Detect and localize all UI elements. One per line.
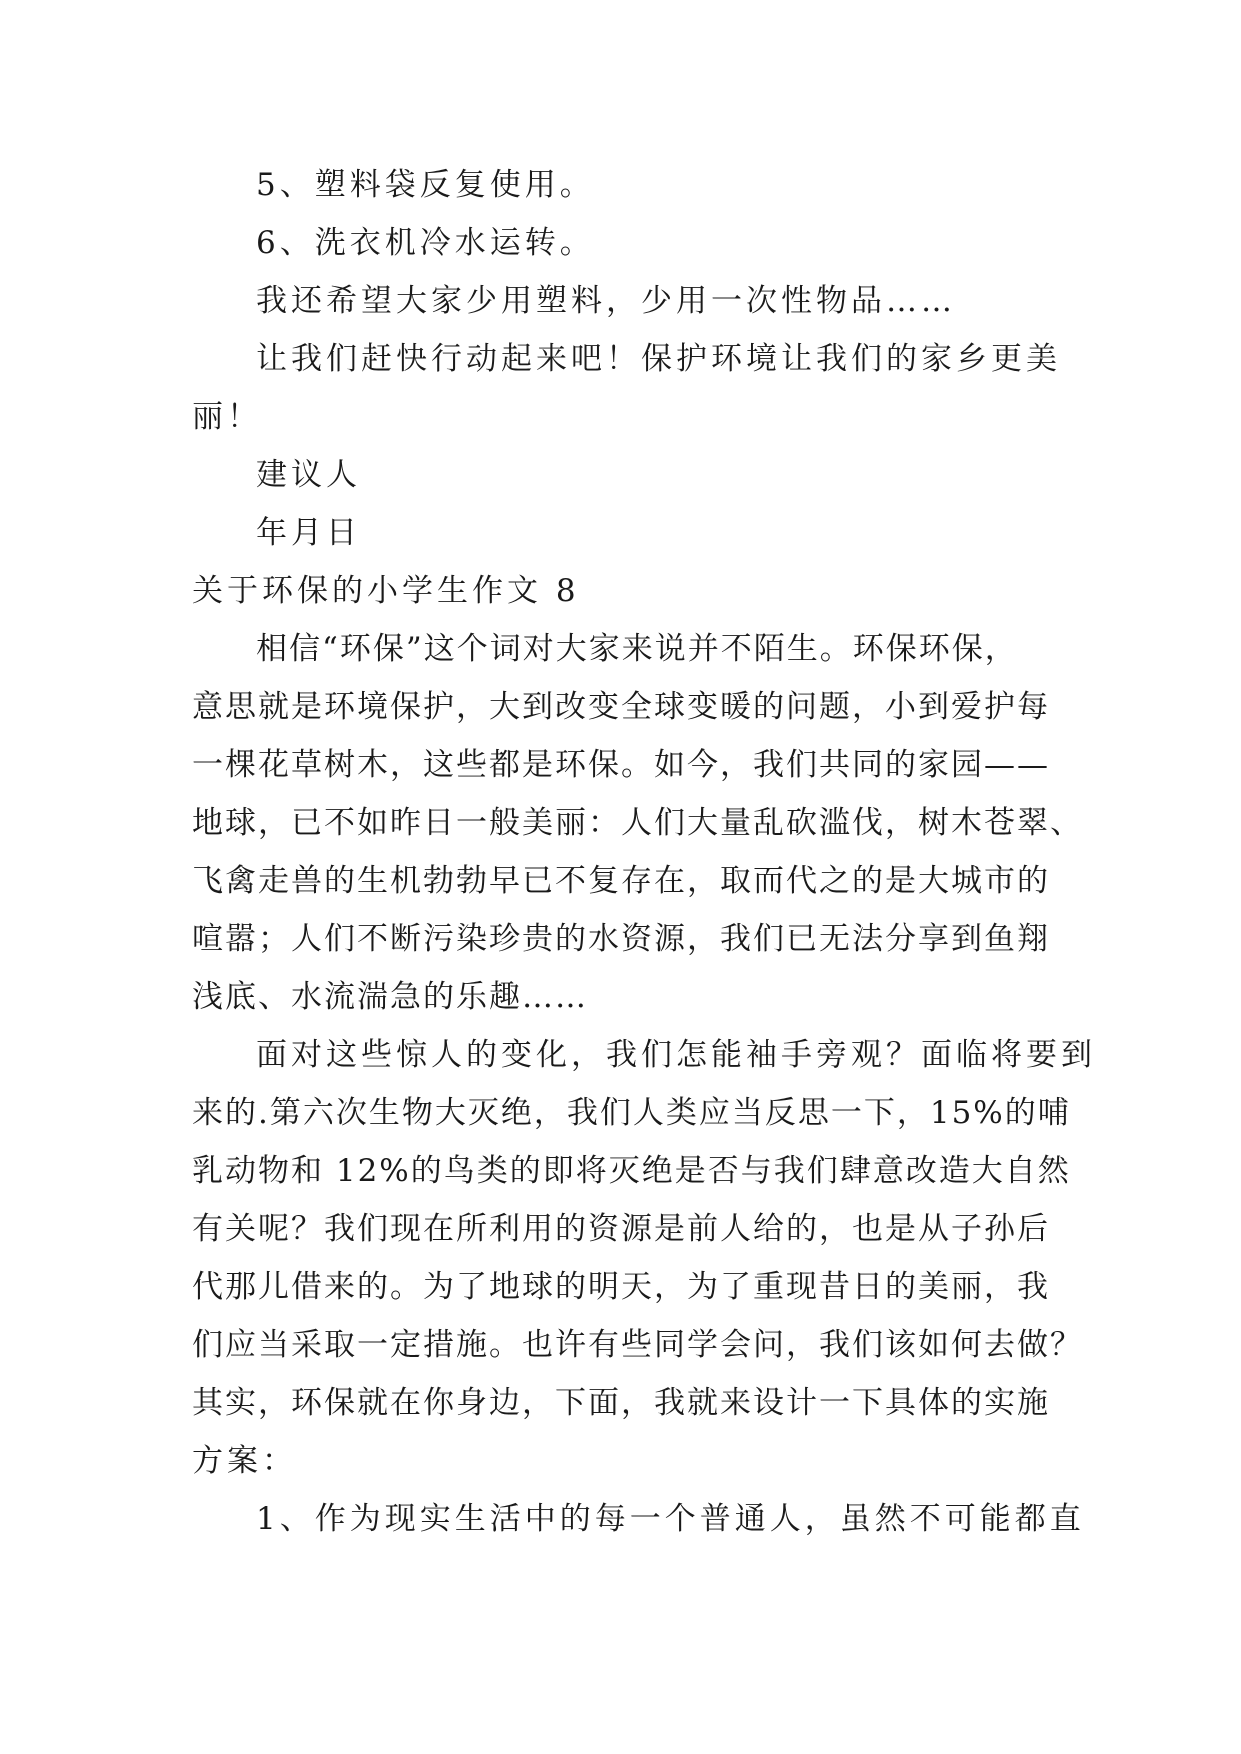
paragraph-line: 其实，环保就在你身边，下面，我就来设计一下具体的实施	[192, 1385, 1050, 1421]
date-label: 年月日	[256, 515, 361, 551]
paragraph-line: 来的.第六次生物大灭绝，我们人类应当反思一下，15%的哺	[192, 1095, 1071, 1131]
paragraph-line: 喧嚣；人们不断污染珍贵的水资源，我们已无法分享到鱼翔	[192, 921, 1050, 957]
paragraph-line: 面对这些惊人的变化，我们怎能袖手旁观？面临将要到	[256, 1037, 1096, 1073]
paragraph-line: 代那儿借来的。为了地球的明天，为了重现昔日的美丽，我	[192, 1269, 1050, 1305]
paragraph-line: 浅底、水流湍急的乐趣……	[192, 979, 588, 1015]
paragraph-line: 意思就是环境保护，大到改变全球变暖的问题，小到爱护每	[192, 689, 1050, 725]
paragraph-line: 飞禽走兽的生机勃勃早已不复存在，取而代之的是大城市的	[192, 863, 1050, 899]
paragraph-line: 地球，已不如昨日一般美丽：人们大量乱砍滥伐，树木苍翠、	[192, 805, 1083, 841]
list-item-6: 6、洗衣机冷水运转。	[256, 225, 595, 261]
paragraph-line: 们应当采取一定措施。也许有些同学会问，我们该如何去做？	[192, 1327, 1083, 1363]
paragraph-line: 我还希望大家少用塑料，少用一次性物品……	[256, 283, 956, 319]
section-heading: 关于环保的小学生作文 8	[192, 573, 580, 609]
list-item-5: 5、塑料袋反复使用。	[256, 167, 595, 203]
paragraph-line: 方案：	[192, 1443, 297, 1479]
signature-label: 建议人	[256, 457, 361, 493]
paragraph-line: 有关呢？我们现在所利用的资源是前人给的，也是从子孙后	[192, 1211, 1050, 1247]
paragraph-line: 丽！	[192, 399, 262, 435]
paragraph-line: 乳动物和 12%的鸟类的即将灭绝是否与我们肆意改造大自然	[192, 1153, 1071, 1189]
paragraph-line: 让我们赶快行动起来吧！保护环境让我们的家乡更美	[256, 341, 1061, 377]
paragraph-line: 相信“环保”这个词对大家来说并不陌生。环保环保，	[256, 631, 1018, 667]
paragraph-line: 一棵花草树木，这些都是环保。如今，我们共同的家园——	[192, 747, 1050, 783]
list-item-1: 1、作为现实生活中的每一个普通人，虽然不可能都直	[256, 1501, 1085, 1537]
